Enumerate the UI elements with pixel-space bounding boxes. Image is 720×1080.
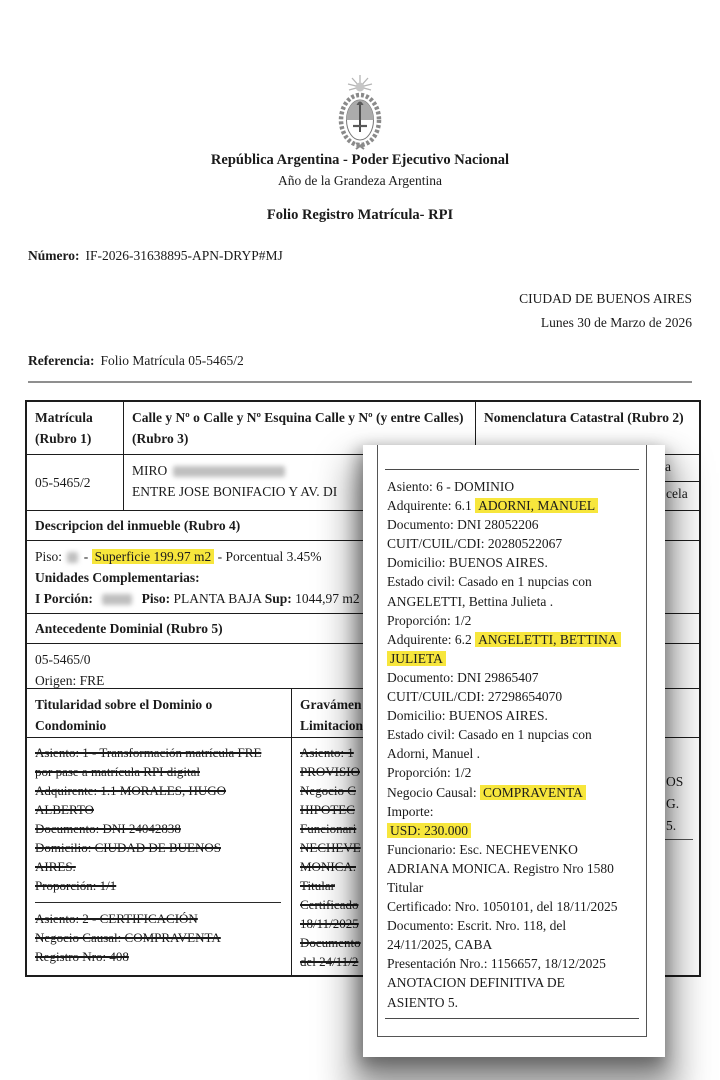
text-line: AIRES. bbox=[35, 859, 76, 874]
overlay-bottom-rule bbox=[385, 1018, 639, 1019]
third-col-fragment: G. bbox=[666, 796, 680, 811]
text-line: NECHEVE bbox=[300, 840, 361, 855]
gravamenes-header: Gravámen Limitacion bbox=[292, 689, 510, 741]
asiento-separator bbox=[35, 902, 281, 903]
titularidad-cell bbox=[27, 738, 292, 976]
overlay-line: Proporción: 1/2 bbox=[387, 765, 472, 781]
numero-value: IF-2026-31638895-APN-DRYP#MJ bbox=[85, 248, 283, 263]
text-line: Documento: DNI 24042838 bbox=[35, 821, 181, 836]
overlay-line: JULIETA bbox=[387, 649, 646, 668]
overlay-line: Negocio Causal: COMPRAVENTA bbox=[387, 783, 646, 802]
overlay-line: Adquirente: 6.2 ANGELETTI, BETTINA bbox=[387, 630, 646, 649]
text-line: Adquirente: 1.1 MORALES, HUGO bbox=[35, 783, 227, 798]
rubro5-header: Antecedente Dominial (Rubro 5) bbox=[35, 620, 223, 636]
text-line: Asiento: 1 - Transformación matrícula FRE bbox=[35, 745, 262, 760]
street-line1: MIRO bbox=[132, 460, 467, 481]
redacted-street-number bbox=[173, 466, 285, 477]
text-line: Negocio C bbox=[300, 783, 356, 798]
matricula-cell: 05-5465/2 bbox=[27, 455, 124, 510]
referencia-line bbox=[28, 353, 244, 369]
overlay-line: Domicilio: BUENOS AIRES. bbox=[387, 708, 548, 724]
overlay-line: Domicilio: BUENOS AIRES. bbox=[387, 555, 548, 571]
col-matricula-header: Matrícula (Rubro 1) bbox=[27, 402, 124, 454]
redacted-piso bbox=[67, 552, 78, 563]
superficie-highlight: Superficie 199.97 m2 bbox=[92, 549, 215, 564]
overlay-line: Estado civil: Casado en 1 nupcias con bbox=[387, 574, 592, 590]
overlay-line: Titular bbox=[387, 879, 424, 895]
overlay-line: Estado civil: Casado en 1 nupcias con bbox=[387, 727, 592, 743]
text-line: PROVISIO bbox=[300, 764, 360, 779]
overlay-line: ADRIANA MONICA. Registro Nro 1580 bbox=[387, 860, 614, 876]
text-line: Asiento: 1 bbox=[300, 745, 354, 760]
text-line: Domicilio: CIUDAD DE BUENOS bbox=[35, 840, 221, 855]
text-line: HIPOTEC bbox=[300, 802, 355, 817]
year-motto: Año de la Grandeza Argentina bbox=[278, 173, 442, 188]
republic-title: República Argentina - Poder Ejecutivo Nacional bbox=[210, 152, 510, 168]
overlay-line: USD: 230.000 bbox=[387, 821, 646, 840]
overlay-line: Importe: bbox=[387, 803, 434, 819]
overlay-line: Documento: DNI 29865407 bbox=[387, 669, 539, 685]
col-catastral-header: Nomenclatura Catastral (Rubro 2) bbox=[484, 410, 684, 425]
overlay-line: Certificado: Nro. 1050101, del 18/11/2025 bbox=[387, 899, 618, 915]
overlay-line: Documento: Escrit. Nro. 118, del bbox=[387, 918, 567, 934]
catastral-fragment: a bbox=[665, 459, 671, 474]
overlay-line: Asiento: 6 - DOMINIO bbox=[387, 479, 515, 494]
titularidad-block1 bbox=[35, 743, 283, 895]
text-line: por pase a matrícula RPI digital bbox=[35, 764, 200, 779]
third-col-fragment: 5. bbox=[666, 818, 677, 833]
text-line: MONICA. bbox=[300, 859, 356, 874]
text-line: Documento bbox=[300, 935, 361, 950]
third-col-fragment: OS bbox=[666, 774, 684, 789]
asiento6-detail-card bbox=[363, 445, 665, 1057]
numero-line bbox=[28, 248, 283, 264]
titularidad-block2 bbox=[35, 909, 283, 966]
catastral-fragment: cela bbox=[666, 486, 688, 501]
text-line: Titular bbox=[300, 878, 335, 893]
overlay-line: ANGELETTI, Bettina Julieta . bbox=[387, 593, 554, 609]
text-line: Negocio Causal: COMPRAVENTA bbox=[35, 930, 221, 945]
text-line: Asiento: 2 - CERTIFICACIÓN bbox=[35, 911, 198, 926]
porcentual-value: Porcentual 3.45% bbox=[225, 549, 322, 564]
overlay-line: CUIT/CUIL/CDI: 27298654070 bbox=[387, 689, 563, 705]
overlay-line: Funcionario: Esc. NECHEVENKO bbox=[387, 841, 578, 857]
third-col-rule bbox=[665, 839, 693, 840]
street-line2: ENTRE JOSE BONIFACIO Y AV. DI bbox=[132, 484, 338, 499]
overlay-line: 24/11/2025, CABA bbox=[387, 937, 493, 953]
asiento6-detail-border bbox=[377, 445, 647, 1037]
text-line: Registro Nro: 408 bbox=[35, 949, 129, 964]
document-title: Folio Registro Matrícula- RPI bbox=[266, 207, 454, 223]
text-line: Funcionari bbox=[300, 821, 357, 836]
numero-label: Número: bbox=[28, 248, 80, 263]
referencia-label: Referencia: bbox=[28, 353, 95, 368]
unidades-line: Unidades Complementarias: bbox=[35, 570, 200, 585]
rubro4-header: Descripcion del inmueble (Rubro 4) bbox=[35, 517, 241, 533]
overlay-top-rule bbox=[385, 469, 639, 470]
titularidad-header: Titularidad sobre el Dominio o Condominio bbox=[27, 689, 292, 741]
text-line: ALBERTO bbox=[35, 802, 94, 817]
redacted-porcion bbox=[102, 594, 132, 605]
overlay-line: ANOTACION DEFINITIVA DE bbox=[387, 975, 565, 991]
header-divider bbox=[28, 381, 692, 383]
date-line: Lunes 30 de Marzo de 2026 bbox=[540, 315, 692, 330]
text-line: 18/11/2025 bbox=[300, 916, 359, 931]
col-calle-header: Calle y Nº o Calle y Nº Esquina Calle y Nº (y entre Calles) (Rubro 3) bbox=[124, 402, 476, 454]
argentina-coat-of-arms-icon bbox=[330, 74, 390, 150]
asiento6-lines bbox=[378, 477, 646, 1012]
text-line: Certificado bbox=[300, 897, 359, 912]
referencia-value: Folio Matrícula 05-5465/2 bbox=[100, 353, 244, 368]
piso-line: Piso: - Superficie 199.97 m2 - Porcentual 3.45% bbox=[35, 549, 322, 564]
overlay-line: CUIT/CUIL/CDI: 20280522067 bbox=[387, 536, 563, 552]
overlay-line: Documento: DNI 28052206 bbox=[387, 517, 539, 533]
overlay-line: Presentación Nro.: 1156657, 18/12/2025 bbox=[387, 956, 606, 972]
text-line: del 24/11/2 bbox=[300, 954, 359, 969]
porcion-line: I Porción: Piso: PLANTA BAJA Sup: 1044,97 m2 bbox=[35, 591, 360, 606]
antecedente-value: 05-5465/0 bbox=[35, 652, 91, 667]
city-line: CIUDAD DE BUENOS AIRES bbox=[519, 291, 692, 306]
origen-value: Origen: FRE bbox=[35, 673, 105, 688]
overlay-line: Adquirente: 6.1 ADORNI, MANUEL bbox=[387, 496, 646, 515]
overlay-line: Proporción: 1/2 bbox=[387, 612, 472, 628]
overlay-line: Adorni, Manuel . bbox=[387, 746, 480, 762]
overlay-line: ASIENTO 5. bbox=[387, 994, 459, 1010]
text-line: Proporción: 1/1 bbox=[35, 878, 117, 893]
